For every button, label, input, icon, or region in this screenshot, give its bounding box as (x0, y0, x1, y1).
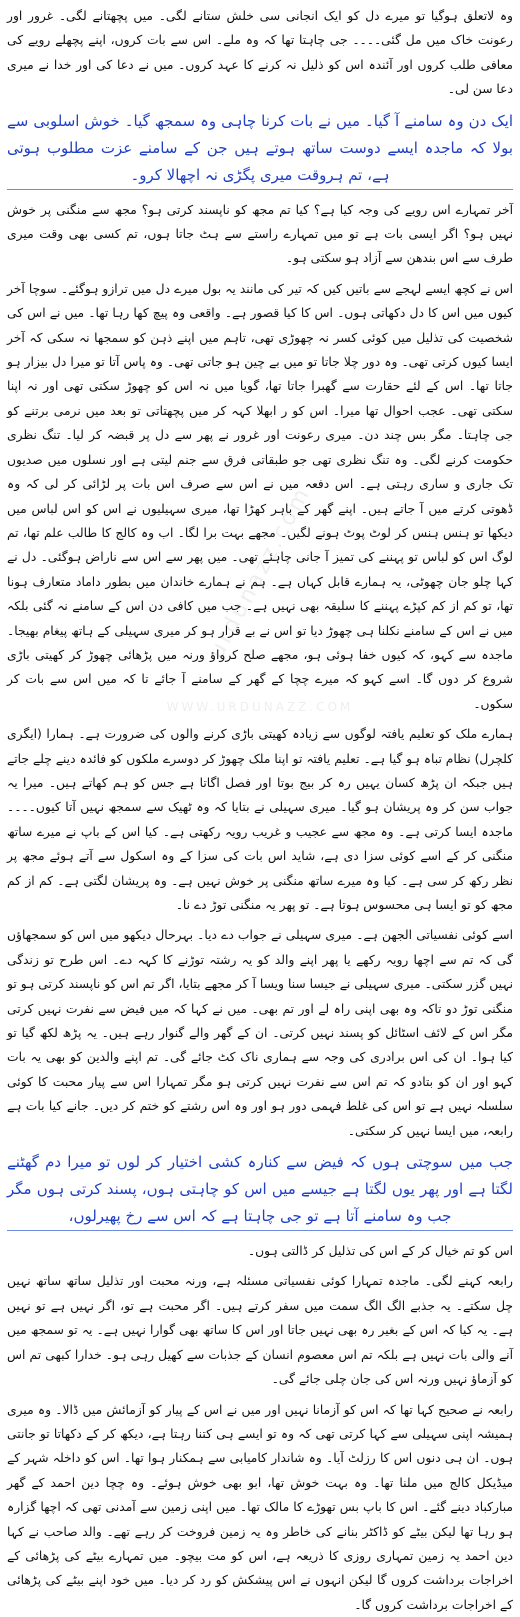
paragraph-6: اس کو تم خیال کر کے اس کی تذلیل کر ڈالتی ہوں۔ (7, 1239, 513, 1263)
site-watermark-url: WWW.URDUNAZZ.COM (70, 700, 450, 714)
paragraph-3: اس نے کچھ ایسے لہجے سے باتیں کیں کہ تیر کی مانند یہ بول میرے دل میں ترازو ہوگئے۔ سوچا آخر کیوں میں اس کا دل دکھاتی ہوں۔ اس کا کیا قصور ہے۔ واقعی وہ پیچ کھا رہا تھا۔ میں نے اس کی شخصیت کی تذلیل میں کوئی کسر نہ چھوڑی تھی، تاہم میں اپنے ذہن کو سمجھا نہ سکی کہ آخر ایسا کیوں کرتی تھی۔ وہ دور چلا جاتا تو میں بے چین ہو جاتی تھی۔ وہ پاس آتا تو میرا دل بیزار ہو جاتا تھا۔ اس کے لئے حقارت سے گھبرا جاتا تھا، گویا میں نہ اس کو چھوڑ سکتی تھی اور نہ اپنا سکتی تھی۔ عجب احوال تھا میرا۔ اس کو ر ابھلا کہہ کر میں پچھتاتی تو بعد میں نرمی برتنے کو جی چاہتا۔ مگر بس چند دن۔ میری رعونت اور غرور نے پھر سے دل پر قبضہ کر لیا۔ تنگ نظری حکومت کرنے لگی۔ وہ تنگ نظری تھی جو طبقاتی فرق سے جنم لیتی ہے اور نسلوں میں صدیوں تک جاری و ساری رہتی ہے۔ اس دفعہ میں نے اس سے صرف اس بات پر لڑائی کر لی کہ وہ ڈھوتی کرتے میں آ جاتے ہیں۔ اپنے گھر کے باہر کھڑا تھا، میری سہیلیوں نے اس کو اس لباس میں دیکھا تو ہنس ہنس کر لوٹ پوٹ ہونے لگیں۔ مجھے بہت برا لگا۔ اب وہ کالج کا طالب علم تھا، تم لوگ اس کو لباس تو پہننے کی تمیز آ جانی چاہئے تھی۔ میں پھر سے اس سے ناراض ہوگئی۔ دل نے کہا چلو جان چھوٹی، یہ ہمارے قابل کہاں ہے۔ ہم نے ہمارے خاندان میں بطور داماد متعارف ہونا تھا، تو کم از کم کپڑے پہننے کا سلیقہ بھی نہیں ہے۔ جب میں کافی دن اس کے سامنے نہ گئی بلکہ میں نے اس کے سامنے نکلنا ہی چھوڑ دیا تو اس نے بے قرار ہو کر میری سہیلی کے ہاتھ پیغام بھیجا۔ ماجدہ سے کہو، کہ کیوں خفا ہوئی ہو، مجھے صلح کرواؤ ورنہ میں پڑھائی چھوڑ کر کھیتی باڑی شروع کر دوں گا۔ اسے کہو کہ میرے چچا کے گھر کے سامنے آ جائے تا کہ میں اس سے بات کر سکوں۔ (7, 277, 513, 716)
pull-quote-2: جب میں سوچتی ہوں کہ فیض سے کنارہ کشی اختیار کر لوں تو میرا دم گھٹنے لگتا ہے اور پھر یوں لگتا ہے جیسے میں اس کو چاہتی ہوں، پسند کرتی ہوں مگر جب وہ سامنے آتا ہے تو جی چاہتا ہے کہ اس سے رخ پھیرلوں، (7, 1149, 513, 1231)
paragraph-2: آخر تمہارے اس رویے کی وجہ کیا ہے؟ کیا تم مجھ کو ناپسند کرتی ہو؟ مجھ سے منگنی پر خوش نہیں ہو؟ اگر ایسی بات ہے تو میں تمہارے راستے سے ہٹ جاتا ہوں، تم کسی بھی وقت میری طرف سے اس بندھن سے آزاد ہو سکتی ہو۔ (7, 198, 513, 271)
paragraph-5: اسے کوئی نفسیاتی الجھن ہے۔ میری سہیلی نے جواب دے دیا۔ بہرحال دیکھو میں اس کو سمجھاؤں گی کہ تم سے اچھا رویہ رکھے یا پھر اپنے والد کو یہ رشتہ توڑنے کا کہہ دے۔ اس طرح تو زندگی نہیں گزر سکتی۔ میری سہیلی نے جیسا سنا ویسا آ کر مجھے بتایا، اگر تم اس کو ناپسند کرتی ہو تو منگنی توڑ دو تاکہ وہ بھی اپنی راہ لے اور تم بھی۔ میں نے کہا کہ میں فیض سے نفرت نہیں کرتی مگر اس کے لائف اسٹائل کو پسند نہیں کرتی۔ ان کے گھر والے گنوار رہے ہیں۔ یہ پڑھ لکھ گیا تو کیا ہوا۔ ان کی اس برادری کی وجہ سے ہماری ناک کٹ جائے گی۔ تم اپنے والدین کو بھی یہ بات کہو اور ان کو بتادو کہ تم اس سے نفرت نہیں کرتی ہو مگر تمہارا اس سے پیار محبت کا کوئی سلسلہ نہیں ہے تو اس کی غلط فہمی دور ہو اور وہ اس رشتے کو ختم کر دیں۔ جانے کیا بات ہے رابعہ، میں ایسا نہیں کر سکتی۔ (7, 923, 513, 1143)
site-watermark: urdunazz.com (179, 434, 342, 711)
pull-quote-1: ایک دن وہ سامنے آ گیا۔ میں نے بات کرنا چاہی وہ سمجھ گیا۔ خوش اسلوبی سے بولا کہ ماجدہ ایسے دوست ساتھ ہوتے ہیں جن کے سامنے عزت مطلوب ہوتی ہے، تم ہروقت میری پگڑی نہ اچھالا کرو۔ (7, 108, 513, 190)
paragraph-4: ہمارے ملک کو تعلیم یافتہ لوگوں سے زیادہ کھیتی باڑی کرنے والوں کی ضرورت ہے۔ ہمارا (ایگری کلچرل) نظام تباہ ہو گیا ہے۔ تعلیم یافتہ تو اپنا ملک چھوڑ کر دوسرے ملکوں کو فائدہ دینے چلے جاتے ہیں جبکہ ان پڑھ کسان یہیں رہ کر بیج بوتا اور فصل اگاتا ہے جس کو ہم کھاتے ہیں۔ میرا یہ جواب سن کر وہ پریشان ہو گیا۔ میری سہیلی نے بتایا کہ وہ ٹھیک سے سمجھ نہیں آتا کیوں۔۔۔۔ ماجدہ ایسا کرتی ہے۔ وہ مجھ سے عجیب و غریب رویہ رکھتی ہے۔ کیا اس کے باپ نے میرے ساتھ منگنی کر کے اسے کوئی سزا دی ہے، شاید اس بات کی سزا کے وہ اسکول سے آتے ہوئے مجھ پر نظر رکھ کر سی ہے۔ کیا وہ میرے ساتھ منگنی پر خوش نہیں ہے۔ وہ پریشان لگتی ہے۔ کم از کم مجھ کو تو ایسا ہی محسوس ہوتا ہے۔ تو پھر یہ منگنی توڑ دے نا۔ (7, 722, 513, 917)
paragraph-7: رابعہ کہنے لگی۔ ماجدہ تمہارا کوئی نفسیاتی مسئلہ ہے، ورنہ محبت اور تذلیل ساتھ ساتھ نہیں چل سکتے۔ یہ جذبے الگ الگ سمت میں سفر کرتے ہیں۔ اگر محبت ہے تو، اگر نہیں ہے تو نہیں ہے۔ یہ کیا کہ اس کے بغیر رہ بھی نہیں جاتا اور اس کا ساتھ بھی گوارا نہیں ہے۔ یہ تو سمجھ میں آنے والی بات نہیں ہے بلکہ تم اس معصوم انسان کے جذبات سے کھیل رہی ہو۔ خدارا کبھی تم اس کو آزماؤ نہیں ورنہ اس کی جان چلی جائے گی۔ (7, 1269, 513, 1391)
paragraph-8: رابعہ نے صحیح کہا تھا کہ اس کو آزمانا نہیں اور میں نے اس کے پیار کو آزمائش میں ڈالا۔ وہ میری ہمیشہ اپنی سہیلی سے کہا کرتی تھی کہ وہ تو ایسے ہی کتنا رہتا ہے، دیکھ کر کے دکھاتا تو جانتی ہوں۔ ان ہی دنوں اس کا رزلٹ آیا۔ وہ شاندار کامیابی سے ہمکنار ہوا تھا۔ اس کو داخلہ شہر کے میڈیکل کالج میں ملنا تھا۔ وہ بہت خوش تھا، ابو بھی خوش ہوئے۔ وہ چچا دین احمد کے گھر مبارکباد دینے گئے۔ اس کا باپ بس تھوڑے کا مالک تھا۔ میں اپنی زمین سے آمدنی تھی کہ اچھا گزارہ ہو رہا تھا لیکن بیٹے کو ڈاکٹر بنانے کی خاطر وہ یہ زمین فروخت کر رہے تھے۔ والد صاحب نے کہا دین احمد یہ زمین تمہاری روزی کا ذریعہ ہے، اس کو مت بیچو۔ میں تمہارے بیٹے کی پڑھائی کے اخراجات برداشت کروں گا لیکن انہوں نے اس پیشکش کو رد کر دیا۔ میں خود اپنے بیٹے کی پڑھائی کے اخراجات برداشت کروں گا۔ (7, 1398, 513, 1617)
paragraph-1: وہ لاتعلق ہوگیا تو میرے دل کو ایک انجانی سی خلش ستانے لگی۔ میں پچھتانے لگی۔ غرور اور رعونت خاک میں مل گئی۔۔۔۔ جی چاہتا تھا کہ وہ ملے۔ اس سے بات کروں، اپنے پچھلے رویے کی معافی طلب کروں اور آئندہ اس کو ذلیل نہ کرنے کا عہد کروں۔ میں نے دعا کی اور خدا نے میری دعا سن لی۔ (7, 4, 513, 102)
